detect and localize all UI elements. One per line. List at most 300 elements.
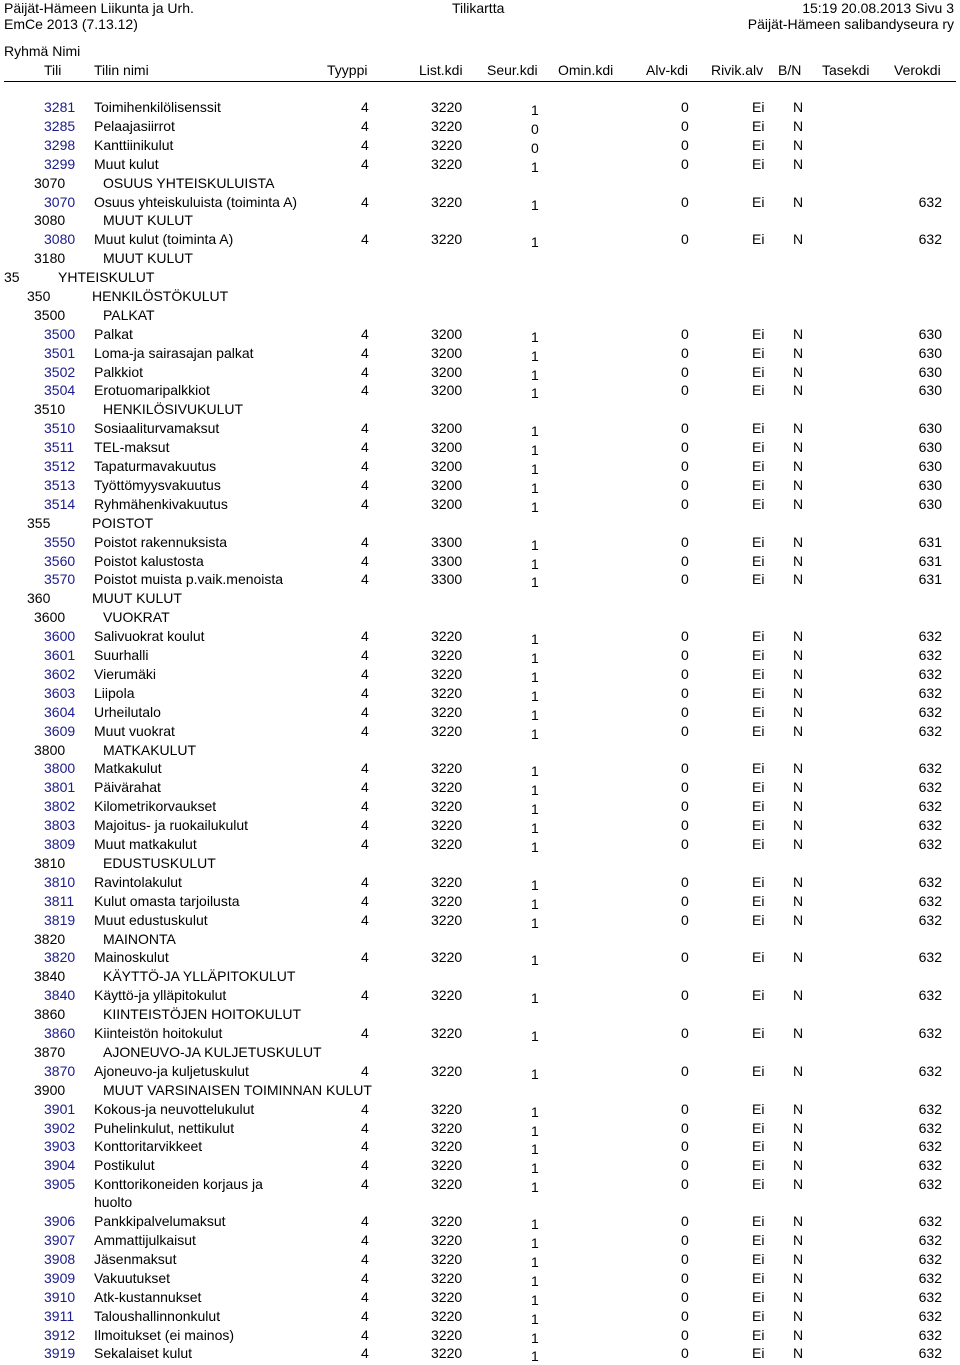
bn-value: N <box>793 534 804 550</box>
bn-value: N <box>793 382 804 398</box>
verokdi: 631 <box>918 571 942 587</box>
verokdi: 630 <box>918 382 942 398</box>
account-name: Kokous-ja neuvottelukulut <box>94 1101 255 1117</box>
alv-kdi: Ei <box>752 817 765 833</box>
group-name: HENKILÖSIVUKULUT <box>103 401 244 417</box>
bn-value: N <box>793 1232 804 1248</box>
bn-value: N <box>793 1176 804 1192</box>
list-kdi: 3220 <box>431 118 463 134</box>
verokdi: 632 <box>918 798 942 814</box>
seur-kdi: 1 <box>531 801 539 817</box>
list-kdi: 3220 <box>431 1289 463 1305</box>
account-code: 3299 <box>44 156 76 172</box>
account-code: 3901 <box>44 1101 76 1117</box>
bn-value: N <box>793 137 804 153</box>
group-code: 3800 <box>34 742 66 758</box>
seur-kdi: 1 <box>531 574 539 590</box>
alv-kdi: Ei <box>752 420 765 436</box>
omin-kdi: 0 <box>681 874 689 890</box>
col-list-kdi: List.kdi <box>419 62 463 78</box>
list-kdi: 3200 <box>431 364 463 380</box>
account-code: 3909 <box>44 1270 76 1286</box>
alv-kdi: Ei <box>752 1025 765 1041</box>
bn-value: N <box>793 571 804 587</box>
omin-kdi: 0 <box>681 137 689 153</box>
bn-value: N <box>793 628 804 644</box>
verokdi: 632 <box>918 231 942 247</box>
account-type: 4 <box>361 553 369 569</box>
bn-value: N <box>793 817 804 833</box>
account-row <box>0 835 960 853</box>
account-row <box>0 1307 960 1325</box>
omin-kdi: 0 <box>681 1232 689 1248</box>
account-row <box>0 533 960 551</box>
alv-kdi: Ei <box>752 118 765 134</box>
list-kdi: 3220 <box>431 194 463 210</box>
account-name: Postikulut <box>94 1157 155 1173</box>
account-name: Salivuokrat koulut <box>94 628 205 644</box>
alv-kdi: Ei <box>752 1063 765 1079</box>
list-kdi: 3220 <box>431 1025 463 1041</box>
list-kdi: 3220 <box>431 137 463 153</box>
verokdi: 630 <box>918 420 942 436</box>
omin-kdi: 0 <box>681 477 689 493</box>
seur-kdi: 1 <box>531 499 539 515</box>
account-name: Palkkiot <box>94 364 144 380</box>
seur-kdi: 1 <box>531 896 539 912</box>
bn-value: N <box>793 118 804 134</box>
list-kdi: 3220 <box>431 1345 463 1361</box>
alv-kdi: Ei <box>752 987 765 1003</box>
account-type: 4 <box>361 420 369 436</box>
bn-value: N <box>793 798 804 814</box>
seur-kdi: 1 <box>531 367 539 383</box>
group-row <box>0 1081 960 1099</box>
account-name: Jäsenmaksut <box>94 1251 177 1267</box>
account-type: 4 <box>361 534 369 550</box>
account-row <box>0 1212 960 1230</box>
bn-value: N <box>793 1327 804 1343</box>
seur-kdi: 1 <box>531 556 539 572</box>
account-code: 3600 <box>44 628 76 644</box>
verokdi: 632 <box>918 893 942 909</box>
account-row <box>0 722 960 740</box>
list-kdi: 3220 <box>431 912 463 928</box>
account-name: Urheilutalo <box>94 704 161 720</box>
verokdi: 630 <box>918 439 942 455</box>
bn-value: N <box>793 685 804 701</box>
account-code: 3902 <box>44 1120 76 1136</box>
account-code: 3570 <box>44 571 76 587</box>
account-row <box>0 646 960 664</box>
list-kdi: 3220 <box>431 99 463 115</box>
list-kdi: 3220 <box>431 760 463 776</box>
account-type: 4 <box>361 1138 369 1154</box>
account-row <box>0 1137 960 1155</box>
account-code: 3602 <box>44 666 76 682</box>
seur-kdi: 1 <box>531 1235 539 1251</box>
group-code: 3500 <box>34 307 66 323</box>
account-name: Liipola <box>94 685 135 701</box>
omin-kdi: 0 <box>681 1157 689 1173</box>
account-code: 3907 <box>44 1232 76 1248</box>
account-code: 3550 <box>44 534 76 550</box>
col-verokdi: Verokdi <box>894 62 941 78</box>
group-row <box>0 249 960 267</box>
verokdi: 631 <box>918 534 942 550</box>
account-code: 3281 <box>44 99 76 115</box>
account-code: 3911 <box>44 1308 75 1324</box>
account-type: 4 <box>361 439 369 455</box>
alv-kdi: Ei <box>752 628 765 644</box>
account-name: Puhelinkulut, nettikulut <box>94 1120 235 1136</box>
account-row <box>0 1344 960 1362</box>
verokdi: 632 <box>918 1232 942 1248</box>
account-type: 4 <box>361 987 369 1003</box>
account-type: 4 <box>361 1345 369 1361</box>
seur-kdi: 1 <box>531 820 539 836</box>
seur-kdi: 1 <box>531 915 539 931</box>
seur-kdi: 1 <box>531 1160 539 1176</box>
account-row <box>0 759 960 777</box>
alv-kdi: Ei <box>752 382 765 398</box>
alv-kdi: Ei <box>752 685 765 701</box>
list-kdi: 3220 <box>431 949 463 965</box>
verokdi: 632 <box>918 723 942 739</box>
bn-value: N <box>793 1289 804 1305</box>
col-omin-kdi: Omin.kdi <box>558 62 614 78</box>
list-kdi: 3220 <box>431 1213 463 1229</box>
account-row <box>0 911 960 929</box>
account-type: 4 <box>361 1213 369 1229</box>
group-name: MAINONTA <box>103 931 176 947</box>
omin-kdi: 0 <box>681 836 689 852</box>
account-row <box>0 986 960 1004</box>
account-code: 3800 <box>44 760 76 776</box>
omin-kdi: 0 <box>681 231 689 247</box>
seur-kdi: 1 <box>531 480 539 496</box>
col-seur-kdi: Seur.kdi <box>487 62 538 78</box>
bn-value: N <box>793 912 804 928</box>
account-name: Erotuomaripalkkiot <box>94 382 210 398</box>
account-name: Sekalaiset kulut <box>94 1345 193 1361</box>
col-tyyppi: Tyyppi <box>327 62 368 78</box>
col-tili: Tili <box>44 62 62 78</box>
bn-value: N <box>793 99 804 115</box>
account-name: Poistot muista p.vaik.menoista <box>94 571 284 587</box>
account-code: 3080 <box>44 231 76 247</box>
account-type: 4 <box>361 99 369 115</box>
seur-kdi: 1 <box>531 1179 539 1195</box>
account-name-cont: huolto <box>94 1194 133 1210</box>
alv-kdi: Ei <box>752 666 765 682</box>
group-name: KIINTEISTÖJEN HOITOKULUT <box>103 1006 302 1022</box>
account-name: Konttoritarvikkeet <box>94 1138 203 1154</box>
omin-kdi: 0 <box>681 553 689 569</box>
group-row <box>0 930 960 948</box>
bn-value: N <box>793 194 804 210</box>
bn-value: N <box>793 231 804 247</box>
bn-value: N <box>793 723 804 739</box>
alv-kdi: Ei <box>752 194 765 210</box>
account-row <box>0 892 960 910</box>
account-code: 3513 <box>44 477 76 493</box>
seur-kdi: 1 <box>531 1141 539 1157</box>
group-row <box>0 211 960 229</box>
account-name: Muut vuokrat <box>94 723 175 739</box>
account-row <box>0 419 960 437</box>
verokdi: 632 <box>918 817 942 833</box>
account-name: Matkakulut <box>94 760 162 776</box>
account-code: 3504 <box>44 382 76 398</box>
account-row <box>0 1326 960 1344</box>
list-kdi: 3220 <box>431 1232 463 1248</box>
bn-value: N <box>793 949 804 965</box>
alv-kdi: Ei <box>752 496 765 512</box>
omin-kdi: 0 <box>681 987 689 1003</box>
account-type: 4 <box>361 798 369 814</box>
account-type: 4 <box>361 1063 369 1079</box>
account-type: 4 <box>361 685 369 701</box>
account-type: 4 <box>361 1157 369 1173</box>
alv-kdi: Ei <box>752 571 765 587</box>
list-kdi: 3200 <box>431 420 463 436</box>
account-row <box>0 1024 960 1042</box>
omin-kdi: 0 <box>681 779 689 795</box>
omin-kdi: 0 <box>681 1289 689 1305</box>
account-name: Ravintolakulut <box>94 874 182 890</box>
group-code: 3600 <box>34 609 66 625</box>
account-code: 3803 <box>44 817 76 833</box>
group-name: YHTEISKULUT <box>58 269 155 285</box>
datetime-page: 15:19 20.08.2013 Sivu 3 <box>802 0 954 16</box>
account-name: Käyttö-ja ylläpitokulut <box>94 987 227 1003</box>
list-kdi: 3220 <box>431 1251 463 1267</box>
account-type: 4 <box>361 874 369 890</box>
bn-value: N <box>793 779 804 795</box>
account-name: Suurhalli <box>94 647 149 663</box>
account-name: Vierumäki <box>94 666 156 682</box>
verokdi: 632 <box>918 1289 942 1305</box>
alv-kdi: Ei <box>752 553 765 569</box>
omin-kdi: 0 <box>681 1120 689 1136</box>
seur-kdi: 1 <box>531 650 539 666</box>
account-name: Muut matkakulut <box>94 836 197 852</box>
list-kdi: 3200 <box>431 496 463 512</box>
verokdi: 630 <box>918 364 942 380</box>
verokdi: 632 <box>918 628 942 644</box>
omin-kdi: 0 <box>681 685 689 701</box>
list-kdi: 3220 <box>431 647 463 663</box>
verokdi: 630 <box>918 477 942 493</box>
account-code: 3560 <box>44 553 76 569</box>
account-code: 3511 <box>44 439 75 455</box>
omin-kdi: 0 <box>681 420 689 436</box>
list-kdi: 3220 <box>431 1157 463 1173</box>
account-row <box>0 438 960 456</box>
seur-kdi: 1 <box>531 839 539 855</box>
seur-kdi: 1 <box>531 159 539 175</box>
list-kdi: 3220 <box>431 1063 463 1079</box>
seur-kdi: 1 <box>531 537 539 553</box>
group-code: 360 <box>27 590 51 606</box>
bn-value: N <box>793 156 804 172</box>
account-code: 3860 <box>44 1025 76 1041</box>
account-type: 4 <box>361 836 369 852</box>
account-row <box>0 98 960 116</box>
alv-kdi: Ei <box>752 1157 765 1173</box>
account-code: 3870 <box>44 1063 76 1079</box>
account-code: 3512 <box>44 458 76 474</box>
account-type: 4 <box>361 912 369 928</box>
alv-kdi: Ei <box>752 836 765 852</box>
omin-kdi: 0 <box>681 647 689 663</box>
seur-kdi: 1 <box>531 669 539 685</box>
alv-kdi: Ei <box>752 1270 765 1286</box>
verokdi: 630 <box>918 345 942 361</box>
seur-kdi: 1 <box>531 385 539 401</box>
seur-kdi: 1 <box>531 1216 539 1232</box>
account-type: 4 <box>361 1176 369 1192</box>
bn-value: N <box>793 1025 804 1041</box>
group-code: 3080 <box>34 212 66 228</box>
seur-kdi: 1 <box>531 1066 539 1082</box>
alv-kdi: Ei <box>752 458 765 474</box>
alv-kdi: Ei <box>752 1327 765 1343</box>
omin-kdi: 0 <box>681 1101 689 1117</box>
account-code: 3904 <box>44 1157 76 1173</box>
alv-kdi: Ei <box>752 345 765 361</box>
bn-value: N <box>793 704 804 720</box>
account-name: Konttorikoneiden korjaus ja <box>94 1176 263 1192</box>
account-type: 4 <box>361 647 369 663</box>
seur-kdi: 1 <box>531 442 539 458</box>
verokdi: 632 <box>918 1157 942 1173</box>
account-code: 3819 <box>44 912 76 928</box>
group-row <box>0 608 960 626</box>
account-type: 4 <box>361 779 369 795</box>
account-type: 4 <box>361 1251 369 1267</box>
account-name: Kiinteistön hoitokulut <box>94 1025 223 1041</box>
omin-kdi: 0 <box>681 534 689 550</box>
account-type: 4 <box>361 364 369 380</box>
account-row <box>0 1288 960 1306</box>
verokdi: 632 <box>918 949 942 965</box>
verokdi: 632 <box>918 779 942 795</box>
group-row <box>0 514 960 532</box>
seur-kdi: 1 <box>531 461 539 477</box>
group-name: MUUT VARSINAISEN TOIMINNAN KULUT <box>103 1082 372 1098</box>
omin-kdi: 0 <box>681 345 689 361</box>
list-kdi: 3220 <box>431 704 463 720</box>
omin-kdi: 0 <box>681 912 689 928</box>
account-type: 4 <box>361 817 369 833</box>
bn-value: N <box>793 1251 804 1267</box>
col-alv-kdi: Alv-kdi <box>646 62 689 78</box>
account-type: 4 <box>361 231 369 247</box>
bn-value: N <box>793 477 804 493</box>
alv-kdi: Ei <box>752 1289 765 1305</box>
account-type: 4 <box>361 156 369 172</box>
seur-kdi: 1 <box>531 348 539 364</box>
account-name: Kanttiinikulut <box>94 137 174 153</box>
account-row <box>0 1231 960 1249</box>
group-row <box>0 1005 960 1023</box>
alv-kdi: Ei <box>752 137 765 153</box>
account-name: Kulut omasta tarjoilusta <box>94 893 240 909</box>
account-name: Kilometrikorvaukset <box>94 798 217 814</box>
group-row <box>0 741 960 759</box>
account-row <box>0 552 960 570</box>
group-row <box>0 306 960 324</box>
account-code: 3809 <box>44 836 76 852</box>
list-kdi: 3200 <box>431 458 463 474</box>
alv-kdi: Ei <box>752 874 765 890</box>
alv-kdi: Ei <box>752 1232 765 1248</box>
list-kdi: 3300 <box>431 571 463 587</box>
account-type: 4 <box>361 1289 369 1305</box>
omin-kdi: 0 <box>681 571 689 587</box>
bn-value: N <box>793 326 804 342</box>
account-row <box>0 155 960 173</box>
account-code: 3903 <box>44 1138 76 1154</box>
alv-kdi: Ei <box>752 779 765 795</box>
group-name: MATKAKULUT <box>103 742 197 758</box>
account-row <box>0 344 960 362</box>
bn-value: N <box>793 439 804 455</box>
bn-value: N <box>793 1138 804 1154</box>
seur-kdi: 1 <box>531 990 539 1006</box>
account-type: 4 <box>361 949 369 965</box>
account-type: 4 <box>361 760 369 776</box>
account-code: 3070 <box>44 194 76 210</box>
omin-kdi: 0 <box>681 439 689 455</box>
account-code: 3801 <box>44 779 76 795</box>
bn-value: N <box>793 1101 804 1117</box>
account-name: Toimihenkilölisenssit <box>94 99 221 115</box>
seur-kdi: 1 <box>531 782 539 798</box>
account-row <box>0 1175 960 1210</box>
account-name: Ilmoitukset (ei mainos) <box>94 1327 235 1343</box>
alv-kdi: Ei <box>752 1138 765 1154</box>
verokdi: 632 <box>918 685 942 701</box>
bn-value: N <box>793 647 804 663</box>
group-code: 3820 <box>34 931 66 947</box>
group-code: 35 <box>4 269 20 285</box>
alv-kdi: Ei <box>752 647 765 663</box>
account-type: 4 <box>361 1025 369 1041</box>
verokdi: 632 <box>918 1270 942 1286</box>
list-kdi: 3200 <box>431 477 463 493</box>
alv-kdi: Ei <box>752 798 765 814</box>
alv-kdi: Ei <box>752 723 765 739</box>
omin-kdi: 0 <box>681 704 689 720</box>
bn-value: N <box>793 345 804 361</box>
omin-kdi: 0 <box>681 326 689 342</box>
list-kdi: 3200 <box>431 326 463 342</box>
list-kdi: 3220 <box>431 836 463 852</box>
group-code: 350 <box>27 288 51 304</box>
account-row <box>0 627 960 645</box>
account-type: 4 <box>361 137 369 153</box>
group-name: PALKAT <box>103 307 155 323</box>
account-name: Mainoskulut <box>94 949 169 965</box>
omin-kdi: 0 <box>681 458 689 474</box>
bn-value: N <box>793 836 804 852</box>
verokdi: 632 <box>918 1176 942 1192</box>
verokdi: 632 <box>918 836 942 852</box>
account-name: TEL-maksut <box>94 439 170 455</box>
